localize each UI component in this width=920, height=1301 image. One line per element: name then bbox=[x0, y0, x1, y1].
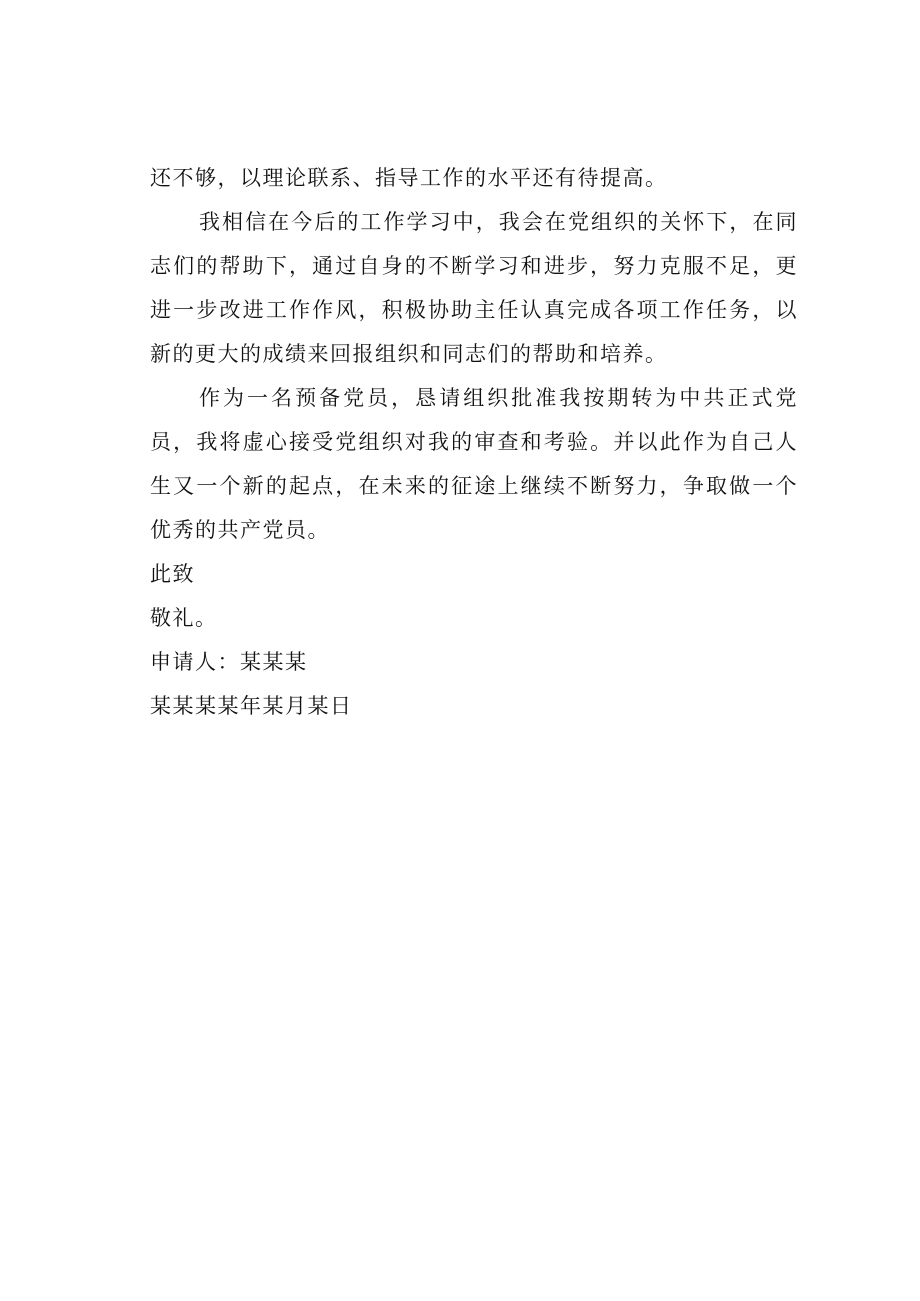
closing-regards: 敬礼。 bbox=[150, 606, 218, 630]
closing-salutation: 此致 bbox=[150, 562, 195, 586]
paragraph-continued: 还不够，以理论联系、指导工作的水平还有待提高。 bbox=[150, 166, 668, 190]
letter-body bbox=[150, 156, 798, 728]
applicant-signature: 申请人：某某某 bbox=[150, 650, 308, 674]
paragraph-2: 我相信在今后的工作学习中，我会在党组织的关怀下，在同志们的帮助下，通过自身的不断学习和进步，努力克服不足，更进一步改进工作作风，积极协助主任认真完成各项工作任务，以新的更大的成绩来回报组织和同志们的帮助和培养。 bbox=[150, 210, 798, 366]
paragraph-3: 作为一名预备党员，恳请组织批准我按期转为中共正式党员，我将虚心接受党组织对我的审查和考验。并以此作为自己人生又一个新的起点，在未来的征途上继续不断努力，争取做一个优秀的共产党员。 bbox=[150, 386, 798, 542]
signature-date: 某某某某年某月某日 bbox=[150, 694, 353, 718]
